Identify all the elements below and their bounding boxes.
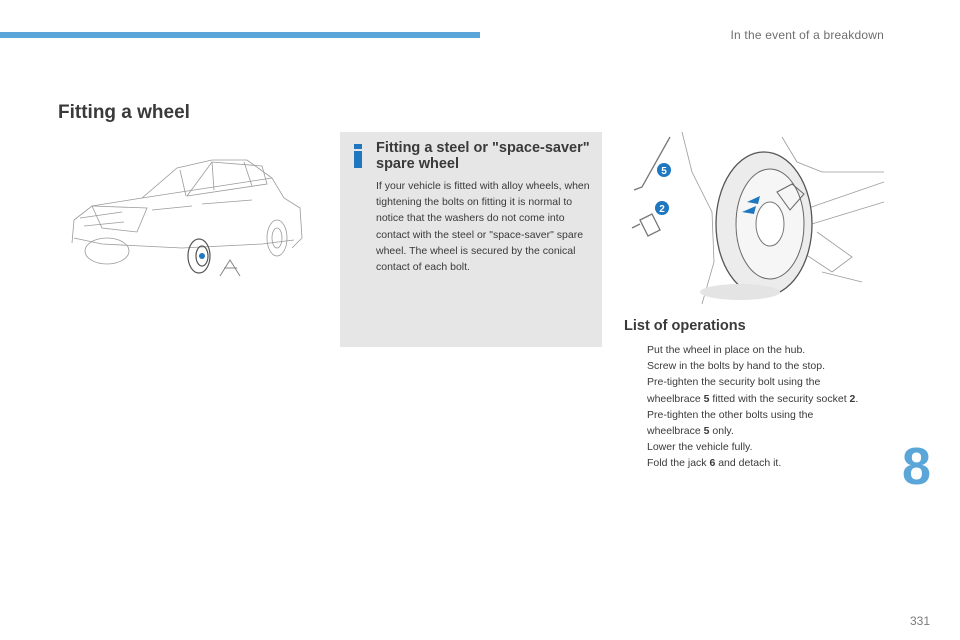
operation-ref-number: 5 <box>703 392 710 405</box>
operation-item <box>624 358 864 374</box>
car-with-jack-illustration <box>62 148 312 283</box>
operation-ref-number: 5 <box>703 425 710 438</box>
info-box-text: If your vehicle is fitted with alloy wheels, when tightening the bolts on fitting it is normal to notice that the washers do not come into contact with the steel or "space-saver" spare wheel. The wheel is secured by the conical contact of each bolt. <box>376 180 590 274</box>
operation-item <box>624 439 864 455</box>
operation-text: Lower the vehicle fully. <box>647 441 753 454</box>
operation-text: . <box>855 392 859 405</box>
operation-text: Screw in the bolts by hand to the stop. <box>647 360 826 373</box>
info-icon <box>352 144 364 168</box>
operation-item <box>624 342 864 358</box>
operation-text: fitted with the security socket <box>709 392 850 405</box>
operation-ref-number: 6 <box>709 457 716 470</box>
operation-item <box>624 455 864 471</box>
operations-title: List of operations <box>624 318 746 334</box>
top-accent-bar <box>0 32 480 38</box>
section-title: Fitting a wheel <box>58 102 190 123</box>
operation-item <box>624 407 864 439</box>
callout-5: 5 <box>661 166 667 177</box>
operation-text: Put the wheel in place on the hub. <box>647 344 806 356</box>
operation-text: Fold the jack <box>647 457 710 470</box>
operation-ref-number: 2 <box>849 392 856 405</box>
info-box-title: Fitting a steel or "space-saver" spare wheel <box>376 140 590 172</box>
operation-text: and detach it. <box>715 457 782 470</box>
operation-text: Pre-tighten the security bolt using the wheelbrace <box>647 376 821 405</box>
chapter-header: In the event of a breakdown <box>730 28 884 42</box>
operation-item <box>624 374 864 406</box>
operations-list <box>624 342 864 472</box>
page-number: 331 <box>909 614 930 628</box>
chapter-number: 8 <box>902 438 931 496</box>
operation-text: only. <box>709 425 734 438</box>
info-box <box>340 132 602 347</box>
wheel-fitting-illustration <box>622 132 884 304</box>
callout-2: 2 <box>659 204 665 215</box>
operation-text: Pre-tighten the other bolts using the wheelbrace <box>647 408 814 438</box>
